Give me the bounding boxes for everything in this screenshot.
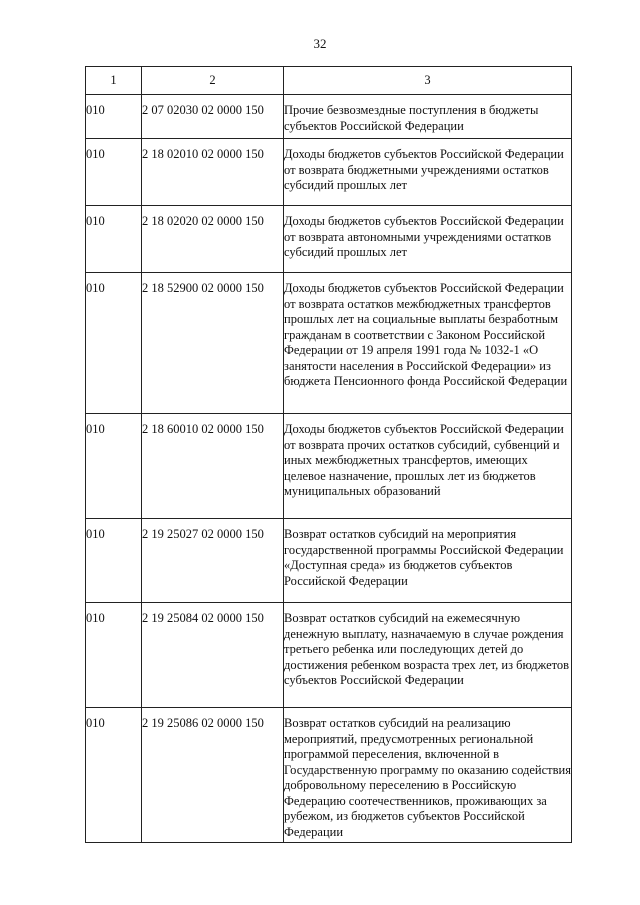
table-row	[86, 414, 572, 519]
table-row	[86, 519, 572, 603]
budget-code-cell: 2 07 02030 02 0000 150	[142, 95, 284, 139]
income-name-cell: Доходы бюджетов субъектов Российской Федерации от возврата бюджетными учреждениями остатков субсидий прошлых лет	[284, 139, 572, 206]
budget-code-cell: 2 19 25086 02 0000 150	[142, 708, 284, 843]
budget-code-cell: 2 19 25084 02 0000 150	[142, 603, 284, 708]
budget-classification-table	[85, 66, 572, 843]
income-name-cell: Доходы бюджетов субъектов Российской Федерации от возврата прочих остатков субсидий, субвенций и иных межбюджетных трансфертов, имеющих целевое назначение, прошлых лет из бюджетов муниципальных образований	[284, 414, 572, 519]
admin-code-cell: 010	[86, 139, 142, 206]
admin-code-cell: 010	[86, 603, 142, 708]
budget-code-cell: 2 18 52900 02 0000 150	[142, 273, 284, 414]
column-header-1: 1	[86, 67, 142, 95]
admin-code-cell: 010	[86, 708, 142, 843]
income-name-cell: Доходы бюджетов субъектов Российской Федерации от возврата остатков межбюджетных трансфертов прошлых лет на социальные выплаты безработным гражданам в соответствии с Законом Российской Федерации от 19 апреля 1991 года № 1032-1 «О занятости населения в Российской Федерации» из бюджета Пенсионного фонда Российской Федерации	[284, 273, 572, 414]
budget-code-cell: 2 18 60010 02 0000 150	[142, 414, 284, 519]
table-row	[86, 206, 572, 273]
budget-code-cell: 2 18 02010 02 0000 150	[142, 139, 284, 206]
income-name-cell: Возврат остатков субсидий на реализацию мероприятий, предусмотренных региональной программой переселения, включенной в Государственную программу по оказанию содействия добровольному переселению в Российскую Федерацию соотечественников, проживающих за рубежом, из бюджетов субъектов Российской Федерации	[284, 708, 572, 843]
page-number: 32	[313, 36, 327, 51]
admin-code-cell: 010	[86, 273, 142, 414]
admin-code-cell: 010	[86, 414, 142, 519]
admin-code-cell: 010	[86, 95, 142, 139]
admin-code-cell: 010	[86, 519, 142, 603]
table-header-row	[86, 67, 572, 95]
income-name-cell: Возврат остатков субсидий на мероприятия государственной программы Российской Федерации «Доступная среда» из бюджетов субъектов Российской Федерации	[284, 519, 572, 603]
budget-code-cell: 2 18 02020 02 0000 150	[142, 206, 284, 273]
table-row	[86, 273, 572, 414]
column-header-2: 2	[142, 67, 284, 95]
table-row	[86, 603, 572, 708]
admin-code-cell: 010	[86, 206, 142, 273]
income-name-cell: Возврат остатков субсидий на ежемесячную денежную выплату, назначаемую в случае рождения третьего ребенка или последующих детей до достижения ребенком возраста трех лет, из бюджетов субъектов Российской Федерации	[284, 603, 572, 708]
table-row	[86, 95, 572, 139]
column-header-3: 3	[284, 67, 572, 95]
table-row	[86, 708, 572, 843]
income-name-cell: Прочие безвозмездные поступления в бюджеты субъектов Российской Федерации	[284, 95, 572, 139]
income-name-cell: Доходы бюджетов субъектов Российской Федерации от возврата автономными учреждениями остатков субсидий прошлых лет	[284, 206, 572, 273]
table-row	[86, 139, 572, 206]
budget-code-cell: 2 19 25027 02 0000 150	[142, 519, 284, 603]
